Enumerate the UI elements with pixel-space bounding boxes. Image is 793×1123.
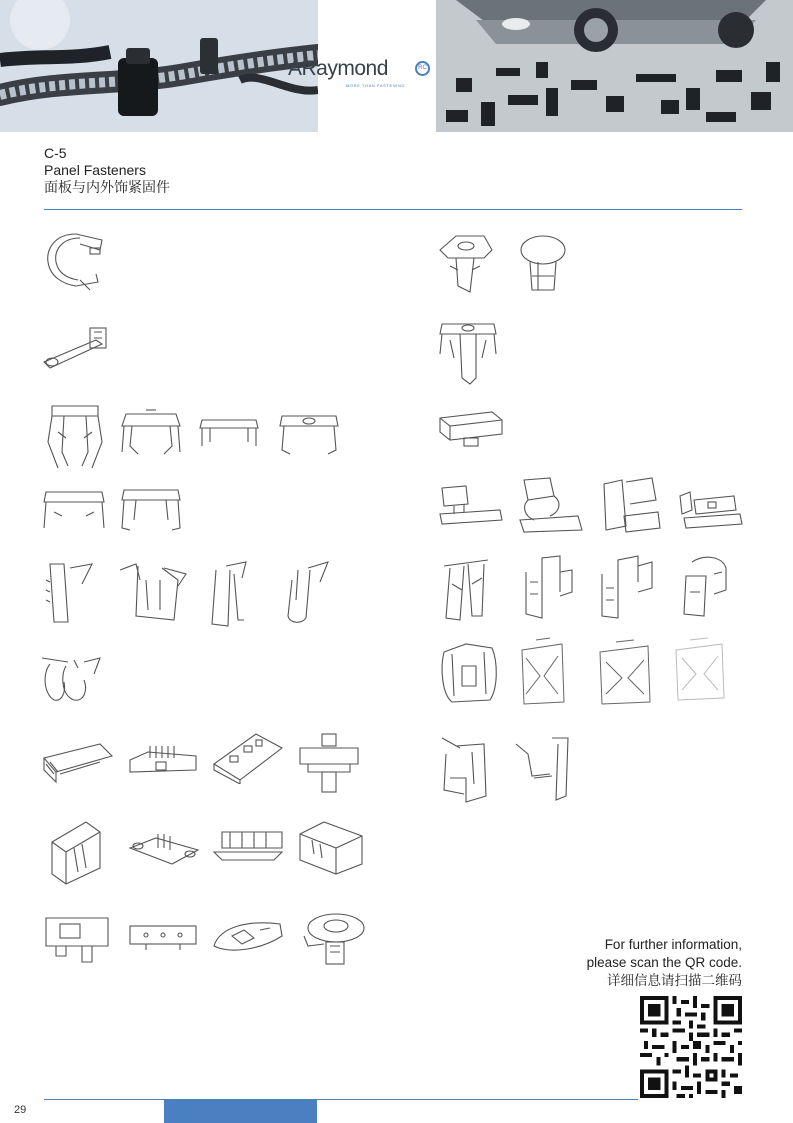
spring-clip-drawing (592, 636, 656, 708)
spring-clip-drawing (436, 638, 502, 708)
contact-line-3: 详细信息请扫描二维码 (607, 973, 742, 988)
fir-tree-clip-drawing (206, 560, 250, 628)
panel-clip-drawing (276, 410, 342, 456)
push-rivet-drawing (296, 730, 362, 796)
fir-tree-clip-drawing (598, 552, 656, 622)
car-fasteners-illustration (436, 0, 793, 132)
panel-clip-drawing (118, 406, 184, 458)
logo-badge-icon: RC (415, 61, 430, 76)
connector-drawing (46, 818, 104, 886)
logo-tagline: MORE THAN FASTENING (346, 83, 406, 88)
connector-drawing (296, 906, 368, 968)
qr-code-icon[interactable] (640, 996, 742, 1098)
connector-drawing (126, 826, 202, 870)
section-code: C-5 (44, 145, 67, 161)
fir-tree-clip-drawing (438, 556, 492, 622)
cable-tie-clip-drawing (40, 322, 112, 372)
section-title-en: Panel Fasteners (44, 162, 146, 178)
connector-drawing (210, 916, 286, 956)
connector-drawing (296, 818, 366, 876)
fir-tree-clip-drawing (116, 560, 188, 626)
panel-clip-drawing (196, 414, 262, 450)
fir-tree-clip-drawing (280, 560, 332, 626)
connector-drawing (40, 738, 114, 784)
panel-clip-drawing (596, 476, 664, 540)
contact-line-2: please scan the QR code. (586, 955, 742, 970)
spring-clip-drawing (512, 734, 574, 802)
connector-drawing (210, 826, 286, 862)
section-heading (44, 145, 170, 196)
bracket-drawing (436, 734, 494, 806)
company-logo (288, 57, 438, 95)
panel-clip-drawing (436, 482, 506, 530)
push-rivet-drawing (516, 232, 570, 296)
panel-clip-drawing (118, 486, 184, 532)
rail-drawing (128, 924, 198, 952)
stud-clip-drawing (436, 318, 500, 386)
panel-clip-drawing (516, 476, 586, 534)
spring-clip-drawing (44, 402, 106, 470)
page-number: 29 (14, 1104, 27, 1116)
contact-line-1: For further information, (604, 937, 742, 952)
fir-tree-clip-drawing (520, 552, 576, 622)
heading-divider (44, 209, 742, 210)
section-title-zh: 面板与内外饰紧固件 (44, 179, 170, 195)
panel-clip-drawing (674, 488, 744, 532)
connector-drawing (126, 742, 200, 776)
hero-photo-car-fasteners (436, 0, 793, 132)
rail-drawing (436, 408, 506, 452)
fir-tree-clip-drawing (678, 552, 738, 620)
spring-clip-drawing (516, 636, 568, 708)
connector-drawing (210, 728, 286, 784)
logo-wordmark: ARaymond (288, 57, 388, 80)
spring-clip-drawing (38, 654, 104, 704)
footer-divider (44, 1099, 638, 1100)
spring-clip-drawing (668, 636, 730, 704)
contact-info (587, 936, 742, 990)
wire-harness-illustration (0, 0, 318, 132)
hero-photo-wire-harness (0, 0, 318, 132)
footer-accent-bar (164, 1100, 317, 1123)
bracket-drawing (42, 910, 112, 964)
push-rivet-drawing (436, 230, 496, 294)
fir-tree-clip-drawing (40, 560, 96, 626)
harness-clip-drawing (40, 228, 112, 292)
panel-clip-drawing (40, 488, 108, 532)
